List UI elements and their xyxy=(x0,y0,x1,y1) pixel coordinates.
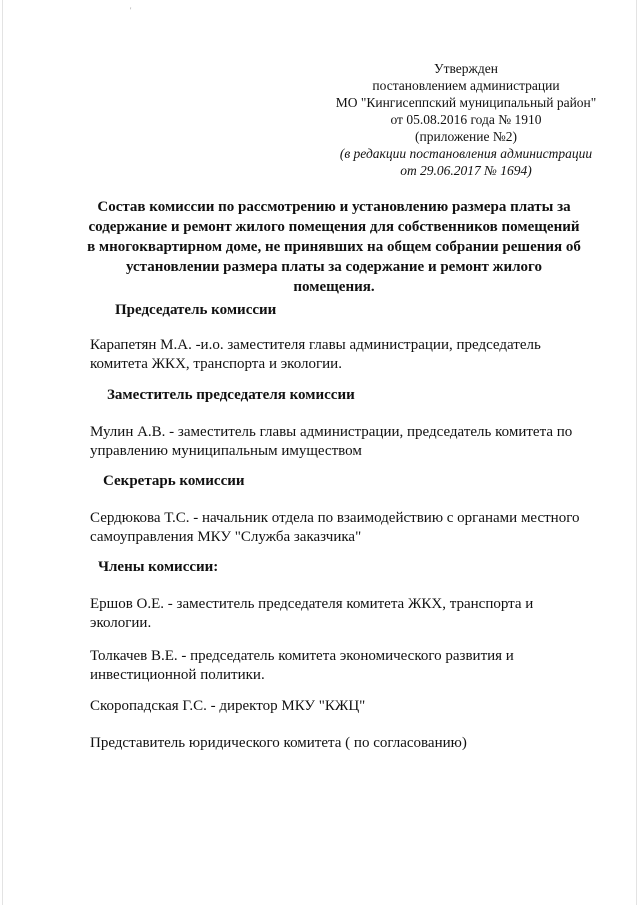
entry-line: Мулин А.В. - заместитель главы администрации, председатель комитета по xyxy=(90,424,573,440)
entry-line: Толкачев В.Е. - председатель комитета экономического развития и xyxy=(90,648,514,664)
member-entry xyxy=(90,647,610,685)
secretary-entry xyxy=(90,509,610,547)
edition-note: от 29.06.2017 № 1694) xyxy=(400,163,532,178)
entry-line: Ершов О.Е. - заместитель председателя комитета ЖКХ, транспорта и xyxy=(90,596,534,612)
title-line: Состав комиссии по рассмотрению и установлению размера платы за xyxy=(97,199,571,215)
members-heading: Члены комиссии: xyxy=(98,559,219,575)
deputy-entry xyxy=(90,423,610,461)
entry-line: инвестиционной политики. xyxy=(90,667,265,683)
deputy-heading: Заместитель председателя комиссии xyxy=(107,387,355,403)
page-mark: ' xyxy=(130,6,132,15)
approval-line: от 05.08.2016 года № 1910 xyxy=(390,112,542,127)
entry-line: Представитель юридического комитета ( по согласованию) xyxy=(90,735,467,751)
chair-heading: Председатель комиссии xyxy=(115,302,277,318)
title-line: в многоквартирном доме, не принявших на общем собрании решения об xyxy=(87,239,581,255)
entry-line: комитета ЖКХ, транспорта и экологии. xyxy=(90,356,342,372)
approval-block xyxy=(320,60,612,179)
scan-edge-right xyxy=(636,0,637,905)
entry-line: Сердюкова Т.С. - начальник отдела по взаимодействию с органами местного xyxy=(90,510,580,526)
entry-line: Карапетян М.А. -и.о. заместителя главы администрации, председатель xyxy=(90,337,541,353)
member-entry xyxy=(90,697,610,716)
title-line: помещения. xyxy=(293,279,375,295)
title-line: содержание и ремонт жилого помещения для собственников помещений xyxy=(88,219,580,235)
member-entry xyxy=(90,734,610,753)
entry-line: самоуправления МКУ "Служба заказчика" xyxy=(90,529,362,545)
title-line: установлении размера платы за содержание и ремонт жилого xyxy=(125,259,542,275)
chair-entry xyxy=(90,336,610,374)
approval-line: Утвержден xyxy=(434,61,498,76)
entry-line: Скоропадская Г.С. - директор МКУ "КЖЦ" xyxy=(90,698,366,714)
entry-line: управлению муниципальным имуществом xyxy=(90,443,362,459)
approval-line: МО "Кингисеппский муниципальный район" xyxy=(335,95,597,110)
entry-line: экологии. xyxy=(90,615,152,631)
edition-note: (в редакции постановления администрации xyxy=(339,146,593,161)
approval-line: (приложение №2) xyxy=(415,129,517,144)
secretary-heading: Секретарь комиссии xyxy=(103,473,245,489)
scan-edge-left xyxy=(2,0,3,905)
document-title xyxy=(78,197,590,297)
approval-line: постановлением администрации xyxy=(372,78,560,93)
member-entry xyxy=(90,595,610,633)
